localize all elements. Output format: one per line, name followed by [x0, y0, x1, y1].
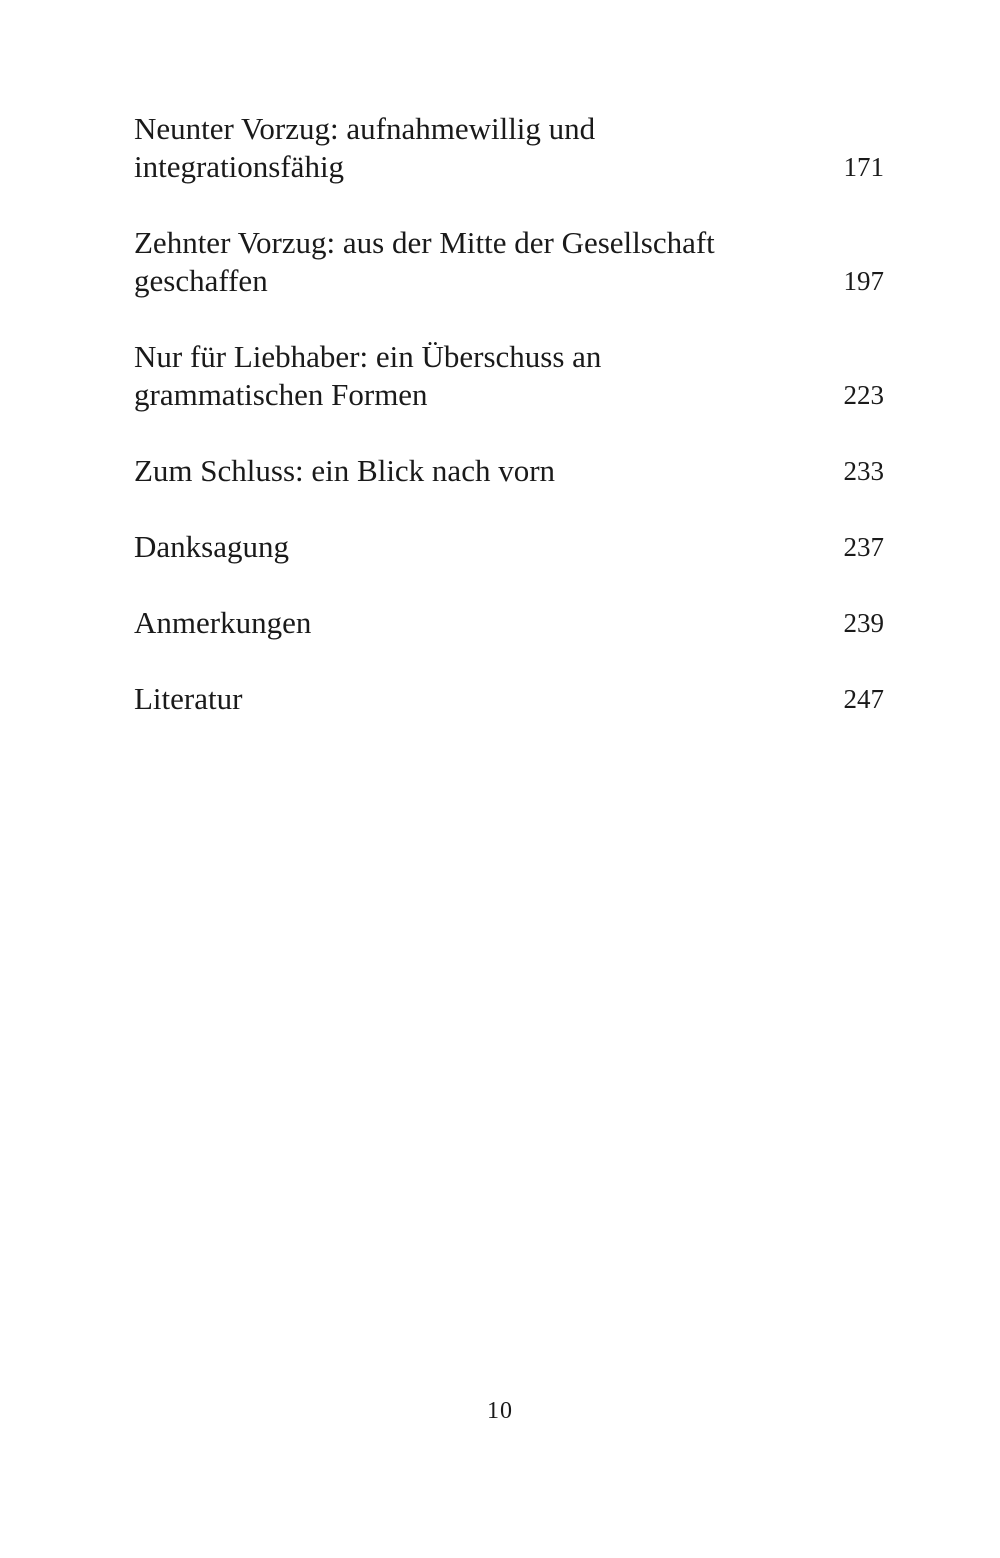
toc-entry [134, 528, 884, 566]
toc-entry-title-line: Nur für Liebhaber: ein Überschuss an [134, 339, 602, 374]
toc-entry [134, 224, 884, 300]
toc-entry-page-number: 171 [843, 152, 884, 182]
toc-entry-title-line: grammatischen Formen [134, 377, 428, 412]
toc-entry-page-number: 237 [843, 532, 884, 562]
toc-entry-title-line: Literatur [134, 681, 243, 716]
toc-entry-title-line: geschaffen [134, 263, 268, 298]
toc-entry-title-line: integrationsfähig [134, 149, 345, 184]
toc-entry-page-number: 223 [843, 380, 884, 410]
toc-entry [134, 338, 884, 414]
toc-entry-page-number: 239 [843, 608, 884, 638]
toc-entry [134, 452, 884, 490]
toc-entry-page-number: 197 [843, 266, 884, 296]
table-of-contents [134, 110, 884, 718]
toc-entry-page-number: 247 [843, 684, 884, 714]
toc-entry-title-line: Zehnter Vorzug: aus der Mitte der Gesellschaft [134, 225, 715, 260]
toc-entry-title-line: Zum Schluss: ein Blick nach vorn [134, 453, 556, 488]
toc-entry [134, 110, 884, 186]
page-number: 10 [487, 1398, 513, 1424]
toc-entry-title-line: Neunter Vorzug: aufnahmewillig und [134, 111, 596, 146]
toc-entry-page-number: 233 [843, 456, 884, 486]
toc-entry-title-line: Anmerkungen [134, 605, 312, 640]
toc-entry [134, 680, 884, 718]
toc-entry [134, 604, 884, 642]
toc-entry-title-line: Danksagung [134, 529, 289, 564]
